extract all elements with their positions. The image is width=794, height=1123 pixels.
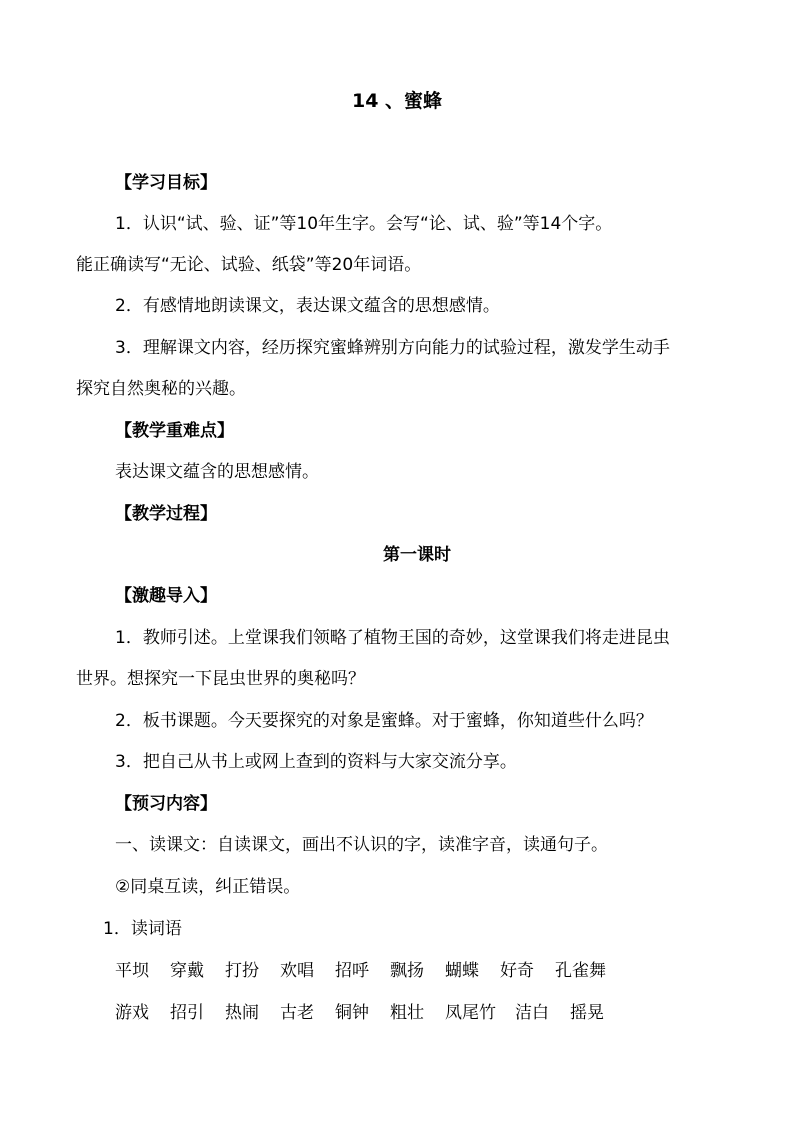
intro-2: 2．板书课题。今天要探究的对象是蜜蜂。对于蜜蜂，你知道些什么吗？: [115, 711, 653, 731]
vocab-word: 粗壮: [390, 1003, 424, 1023]
preview-2: ②同桌互读，纠正错误。: [115, 877, 301, 897]
vocab-word: 游戏: [115, 1003, 149, 1023]
objectives-heading: 【学习目标】: [115, 173, 217, 193]
vocab-word: 铜钟: [335, 1003, 369, 1023]
page-title: 14 、蜜蜂: [351, 90, 443, 112]
objective-2: 2．有感情地朗读课文，表达课文蕴含的思想感情。: [115, 296, 500, 316]
intro-3: 3．把自己从书上或网上查到的资料与大家交流分享。: [115, 752, 517, 772]
vocab-word: 古老: [280, 1003, 314, 1023]
key-points-text: 表达课文蕴含的思想感情。: [115, 462, 319, 482]
objective-1-line-1: 1．认识“试、验、证”等10年生字。会写“论、试、验”等14个字。: [115, 214, 613, 234]
vocab-row-1: [115, 960, 606, 982]
vocab-word: 欢唱: [280, 961, 314, 981]
objective-1-line-2: 能正确读写“无论、试验、纸袋”等20年词语。: [76, 255, 422, 275]
vocab-word: 孔雀舞: [555, 961, 606, 981]
vocab-word: 摇晃: [570, 1003, 604, 1023]
vocab-word: 蝴蝶: [445, 961, 479, 981]
vocab-word: 洁白: [515, 1003, 549, 1023]
vocab-word: 打扮: [225, 961, 259, 981]
vocab-word: 好奇: [500, 961, 534, 981]
vocab-word: 凤尾竹: [445, 1003, 496, 1023]
vocab-word: 招呼: [335, 961, 369, 981]
lesson-heading: 第一课时: [383, 545, 451, 565]
vocab-word: 飘扬: [390, 961, 424, 981]
vocab-row-2: [115, 1002, 604, 1024]
process-heading: 【教学过程】: [115, 504, 217, 524]
objective-3-line-1: 3．理解课文内容，经历探究蜜蜂辨别方向能力的试验过程，激发学生动手: [115, 338, 670, 358]
intro-heading: 【激趣导入】: [115, 586, 217, 606]
preview-heading: 【预习内容】: [115, 794, 217, 814]
key-points-heading: 【教学重难点】: [115, 421, 234, 441]
intro-1-line-1: 1．教师引述。上堂课我们领略了植物王国的奇妙，这堂课我们将走进昆虫: [115, 628, 670, 648]
intro-1-line-2: 世界。想探究一下昆虫世界的奥秘吗？: [76, 669, 365, 689]
vocab-word: 穿戴: [170, 961, 204, 981]
vocab-word: 热闹: [225, 1003, 259, 1023]
vocab-heading: 1．读词语: [103, 919, 182, 939]
preview-1: 一、读课文：自读课文，画出不认识的字，读准字音，读通句子。: [115, 835, 608, 855]
vocab-word: 招引: [170, 1003, 204, 1023]
objective-3-line-2: 探究自然奥秘的兴趣。: [76, 379, 246, 399]
vocab-word: 平坝: [115, 961, 149, 981]
